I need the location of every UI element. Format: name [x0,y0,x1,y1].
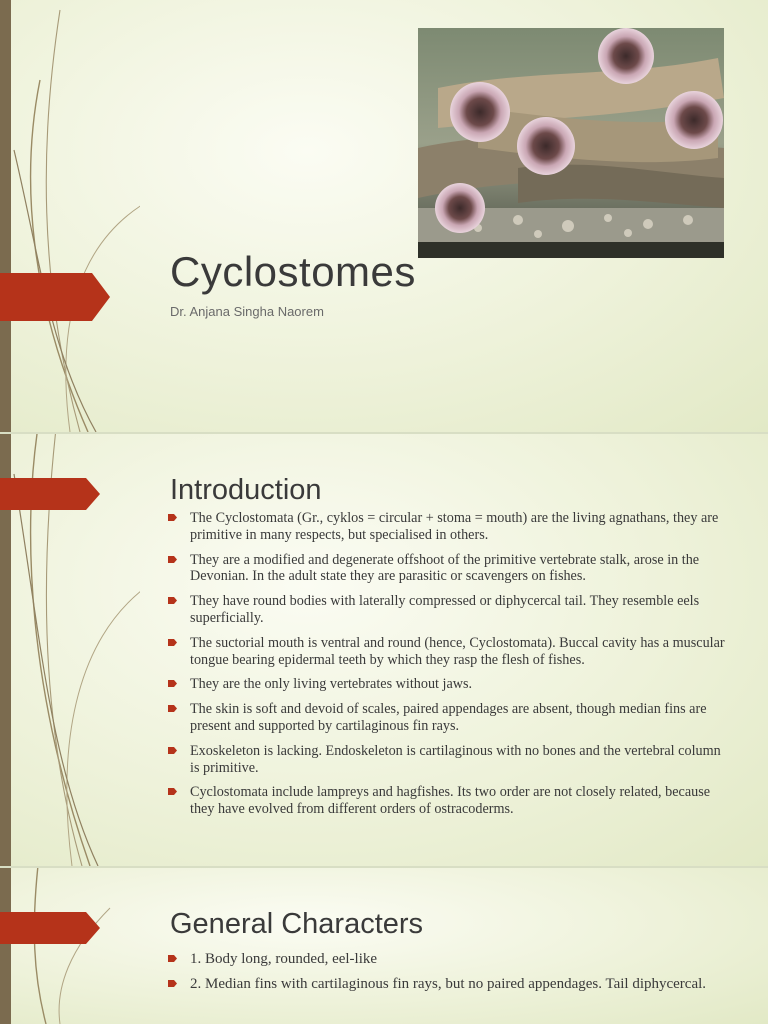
bullet-arrow-icon [168,955,177,962]
bullet-arrow-icon [168,556,177,563]
bullet-arrow-icon [168,680,177,687]
introduction-bullet-list [168,510,730,826]
list-item: 1. Body long, rounded, eel-like [168,951,730,969]
list-item: They are the only living vertebrates without jaws. [168,676,730,693]
bullet-arrow-icon [168,747,177,754]
list-item: The Cyclostomata (Gr., cyklos = circular + stoma = mouth) are the living agnathans, they are primitive in many respects, but specialised in others. [168,510,730,544]
page-title: Cyclostomes [170,248,416,295]
section-title-introduction: Introduction [170,474,322,506]
title-arrow-marker [0,273,110,321]
section-arrow-marker [0,912,100,944]
bullet-arrow-icon [168,705,177,712]
list-item: They are a modified and degenerate offshoot of the primitive vertebrate stalk, arose in the Devonian. In the adult state they are parasitic or scavengers on fishes. [168,552,730,586]
bullet-arrow-icon [168,639,177,646]
bullet-arrow-icon [168,597,177,604]
list-item: They have round bodies with laterally compressed or diphycercal tail. They resemble eels superficially. [168,593,730,627]
bullet-arrow-icon [168,788,177,795]
decorative-swoosh [0,0,140,432]
section-title-general-characters: General Characters [170,908,424,940]
introduction-slide [0,434,768,866]
list-item: Cyclostomata include lampreys and hagfishes. Its two order are not closely related, because they have evolved from different orders of ostracoderms. [168,784,730,818]
general-characters-bullet-list [168,951,730,1000]
general-characters-slide [0,868,768,1024]
title-slide [0,0,768,432]
bullet-arrow-icon [168,514,177,521]
decorative-swoosh [0,868,140,1024]
list-item: The suctorial mouth is ventral and round (hence, Cyclostomata). Buccal cavity has a muscular tongue bearing epidermal teeth by which they rasp the flesh of fishes. [168,635,730,669]
list-item: The skin is soft and devoid of scales, paired appendages are absent, though median fins are present and supported by cartilaginous fin rays. [168,701,730,735]
section-arrow-marker [0,478,100,510]
lamprey-photo [418,28,724,258]
list-item: Exoskeleton is lacking. Endoskeleton is cartilaginous with no bones and the vertebral column is primitive. [168,743,730,777]
author-name: Dr. Anjana Singha Naorem [170,304,324,319]
bullet-arrow-icon [168,980,177,987]
list-item: 2. Median fins with cartilaginous fin rays, but no paired appendages. Tail diphycercal. [168,976,730,994]
